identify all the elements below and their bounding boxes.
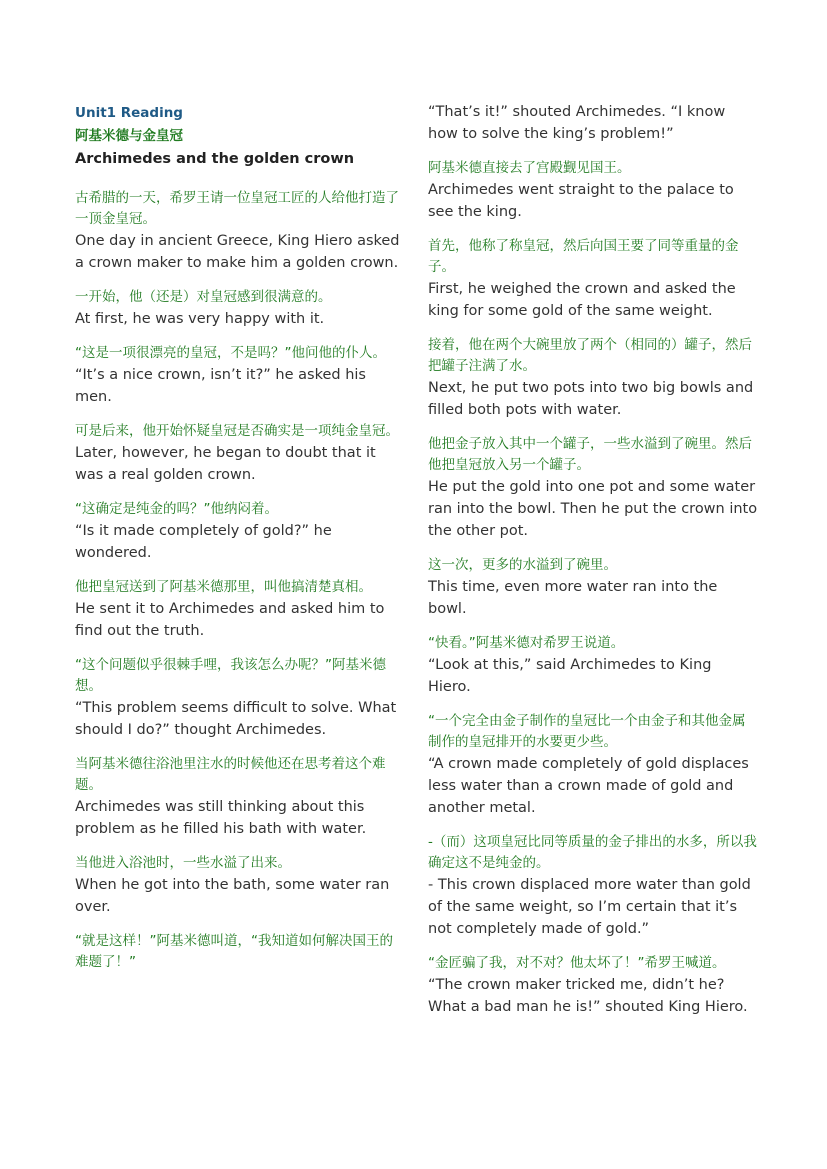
chinese-line: 这一次，更多的水溢到了碗里。 bbox=[428, 557, 617, 573]
paragraph-pair bbox=[75, 655, 405, 741]
paragraph-pair bbox=[75, 853, 405, 918]
chinese-line: “这个问题似乎很棘手哩，我该怎么办呢？”阿基米德想。 bbox=[75, 657, 386, 694]
title-english: Archimedes and the golden crown bbox=[75, 151, 355, 167]
chinese-line: 接着，他在两个大碗里放了两个（相同的）罐子，然后把罐子注满了水。 bbox=[428, 337, 752, 374]
paragraph-pair bbox=[75, 577, 405, 642]
english-line: Archimedes was still thinking about this problem as he filled his bath with water. bbox=[75, 799, 367, 837]
chinese-line: 阿基米德直接去了宫殿觐见国王。 bbox=[428, 160, 631, 176]
left-sections bbox=[75, 188, 405, 973]
paragraph-pair bbox=[428, 832, 758, 940]
english-line: “Look at this,” said Archimedes to King Hiero. bbox=[428, 657, 712, 695]
paragraph-pair bbox=[428, 711, 758, 819]
paragraph-pair bbox=[428, 953, 758, 1018]
paragraph-pair bbox=[75, 754, 405, 840]
english-line: “A crown made completely of gold displaces less water than a crown made of gold and another metal. bbox=[428, 756, 749, 816]
chinese-line: “这确定是纯金的吗？”他纳闷着。 bbox=[75, 501, 278, 517]
chinese-line: “就是这样！”阿基米德叫道，“我知道如何解决国王的难题了！” bbox=[75, 933, 393, 970]
english-line: “This problem seems difficult to solve. What should I do?” thought Archimedes. bbox=[75, 700, 397, 738]
paragraph-pair bbox=[428, 236, 758, 322]
chinese-line: “快看。”阿基米德对希罗王说道。 bbox=[428, 635, 625, 651]
chinese-line: “这是一项很漂亮的皇冠，不是吗？”他问他的仆人。 bbox=[75, 345, 386, 361]
paragraph-pair bbox=[428, 335, 758, 421]
chinese-line: 古希腊的一天，希罗王请一位皇冠工匠的人给他打造了一顶金皇冠。 bbox=[75, 190, 399, 227]
english-line: First, he weighed the crown and asked the king for some gold of the same weight. bbox=[428, 281, 736, 319]
chinese-line: 当他进入浴池时，一些水溢了出来。 bbox=[75, 855, 291, 871]
english-line: This time, even more water ran into the bowl. bbox=[428, 579, 718, 617]
english-line: At first, he was very happy with it. bbox=[75, 311, 325, 327]
paragraph-pair bbox=[75, 287, 405, 330]
paragraph-pair bbox=[75, 931, 405, 973]
paragraph-pair bbox=[428, 158, 758, 223]
english-line: Next, he put two pots into two big bowls and filled both pots with water. bbox=[428, 380, 754, 418]
chinese-line: 一开始，他（还是）对皇冠感到很满意的。 bbox=[75, 289, 332, 305]
chinese-line: 他把金子放入其中一个罐子，一些水溢到了碗里。然后他把皇冠放入另一个罐子。 bbox=[428, 436, 752, 473]
right-column bbox=[428, 101, 758, 1031]
english-line: - This crown displaced more water than gold of the same weight, so I’m certain that it’s not completely made of gold.” bbox=[428, 877, 751, 937]
chinese-line: 当阿基米德往浴池里注水的时候他还在思考着这个难题。 bbox=[75, 756, 386, 793]
english-line: One day in ancient Greece, King Hiero asked a crown maker to make him a golden crown. bbox=[75, 233, 400, 271]
unit-label: Unit1 Reading bbox=[75, 105, 183, 121]
paragraph-pair bbox=[428, 101, 758, 145]
chinese-line: “金匠骗了我，对不对？他太坏了！”希罗王喊道。 bbox=[428, 955, 726, 971]
left-column bbox=[75, 104, 405, 986]
paragraph-pair bbox=[75, 421, 405, 486]
paragraph-pair bbox=[75, 188, 405, 274]
english-line: He sent it to Archimedes and asked him to find out the truth. bbox=[75, 601, 385, 639]
english-line: He put the gold into one pot and some water ran into the bowl. Then he put the crown into the other pot. bbox=[428, 479, 758, 539]
title-chinese: 阿基米德与金皇冠 bbox=[75, 128, 183, 144]
paragraph-pair bbox=[75, 343, 405, 408]
paragraph-pair bbox=[428, 555, 758, 620]
paragraph-pair bbox=[428, 633, 758, 698]
english-line: “That’s it!” shouted Archimedes. “I know how to solve the king’s problem!” bbox=[428, 104, 726, 142]
english-line: When he got into the bath, some water ran over. bbox=[75, 877, 390, 915]
english-line: Archimedes went straight to the palace to see the king. bbox=[428, 182, 734, 220]
english-line: Later, however, he began to doubt that it was a real golden crown. bbox=[75, 445, 376, 483]
english-line: “It’s a nice crown, isn’t it?” he asked his men. bbox=[75, 367, 366, 405]
chinese-line: 首先，他称了称皇冠，然后向国王要了同等重量的金子。 bbox=[428, 238, 739, 275]
paragraph-pair bbox=[428, 434, 758, 542]
paragraph-pair bbox=[75, 499, 405, 564]
chinese-line: -（而）这项皇冠比同等质量的金子排出的水多，所以我确定这不是纯金的。 bbox=[428, 834, 757, 871]
chinese-line: “一个完全由金子制作的皇冠比一个由金子和其他金属制作的皇冠排开的水要更少些。 bbox=[428, 713, 746, 750]
english-line: “The crown maker tricked me, didn’t he? What a bad man he is!” shouted King Hiero. bbox=[428, 977, 748, 1015]
chinese-line: 可是后来，他开始怀疑皇冠是否确实是一项纯金皇冠。 bbox=[75, 423, 399, 439]
chinese-line: 他把皇冠送到了阿基米德那里，叫他搞清楚真相。 bbox=[75, 579, 372, 595]
english-line: “Is it made completely of gold?” he wondered. bbox=[75, 523, 332, 561]
